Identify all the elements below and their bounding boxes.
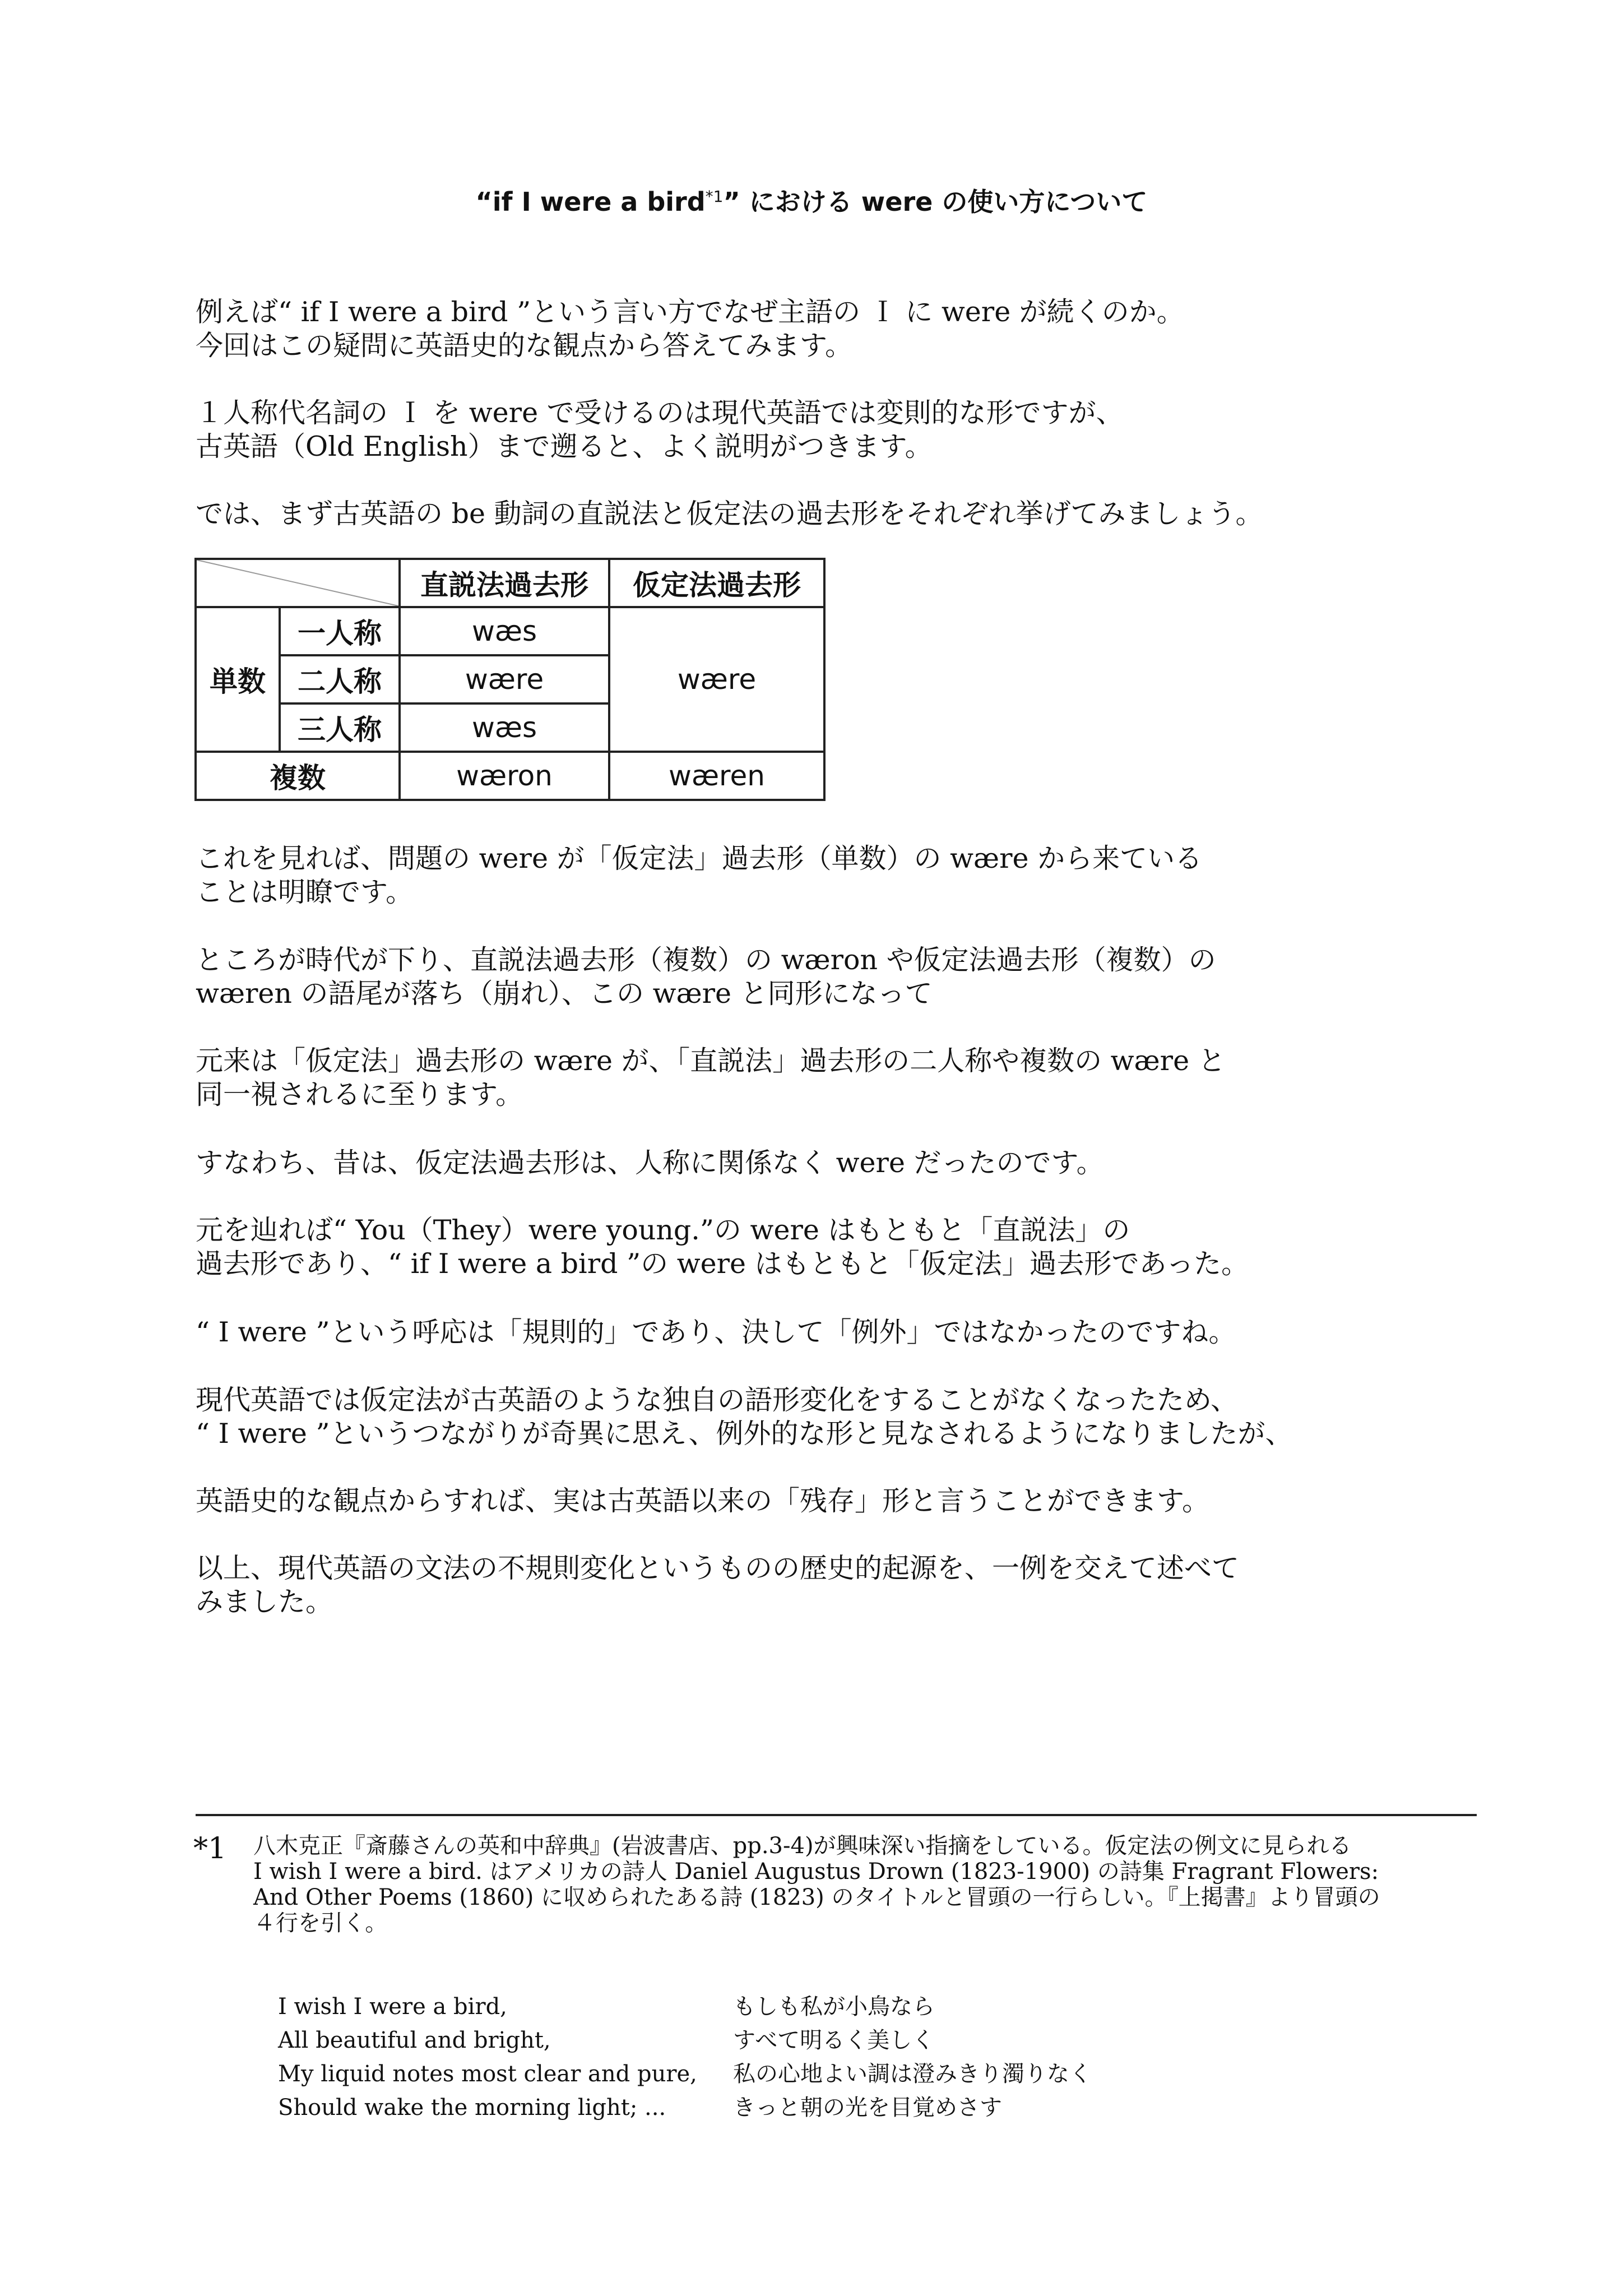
paragraph-first-person: １人称代名詞の Ｉ を were で受けるのは現代英語では変則的な形ですが、 古英語（Old English）まで遡ると、よく説明がつきます。 — [196, 397, 1124, 462]
paragraph-remnant: 英語史的な観点からすれば、実は古英語以来の「残存」形と言うことができます。 — [196, 1485, 1210, 1517]
paragraph-summary: すなわち、昔は、仮定法過去形は、人称に関係なく were だったのです。 — [196, 1147, 1104, 1179]
paragraph-conclusion: これを見れば、問題の were が「仮定法」過去形（単数）の wære から来ている ことは明瞭です。 — [196, 843, 1203, 908]
header-subjunctive-past: 仮定法過去形 — [609, 559, 824, 607]
cell-indicative-plural: wæron — [400, 752, 609, 800]
title-rest: ” における were の使い方について — [723, 187, 1148, 217]
paragraph-modern-english: 現代英語では仮定法が古英語のような独自の語形変化をすることがなくなったため、 “ I were ”というつながりが奇異に思え、例外的な形と見なされるようになりましたが、 — [196, 1384, 1293, 1450]
paragraph-regular: “ I were ”という呼応は「規則的」であり、決して「例外」ではなかったのですね。 — [196, 1316, 1236, 1348]
row-label-third-person: 三人称 — [280, 703, 400, 752]
poem-ja-line: 私の心地よい調は澄みきり濁りなく — [733, 2061, 1092, 2087]
cell-subjunctive-singular: wære — [609, 607, 824, 752]
row-label-singular: 単数 — [196, 607, 280, 752]
poem-ja-line: すべて明るく美しく — [733, 2027, 935, 2053]
title-footnote-ref[interactable]: *1 — [705, 187, 724, 206]
poem-en-line: My liquid notes most clear and pure, — [278, 2061, 697, 2087]
poem-en-line: I wish I were a bird, — [278, 1994, 507, 2020]
poem-english — [278, 1990, 697, 2124]
paragraph-identification: 元来は「仮定法」過去形の wære が、「直説法」過去形の二人称や複数の wære と 同一視されるに至ります。 — [196, 1045, 1226, 1110]
paragraph-history: ところが時代が下り、直説法過去形（複数）の wæron や仮定法過去形（複数）の wæren の語尾が落ち（崩れ）、この wære と同形になって — [196, 944, 1216, 1010]
page-title — [0, 185, 1623, 223]
footnote-divider — [196, 1814, 1477, 1816]
title-main: “if I were a bird — [475, 187, 706, 217]
paragraph-intro: 例えば“ if I were a bird ”という言い方でなぜ主語の Ｉ に were が続くのか。 今回はこの疑問に英語史的な観点から答えてみます。 — [196, 296, 1184, 362]
be-verb-past-table — [194, 558, 826, 801]
cell-indicative-third: wæs — [400, 703, 609, 752]
paragraph-origin: 元を辿れば“ You（They）were young.”の were はもともと「直説法」の 過去形であり、“ if I were a bird ”の were はもともと「仮定法」過去形であった。 — [196, 1214, 1249, 1280]
poem-ja-line: もしも私が小鳥なら — [733, 1994, 935, 2020]
poem-en-line: Should wake the morning light; ... — [278, 2095, 666, 2121]
poem-ja-line: きっと朝の光を目覚めさす — [733, 2095, 1002, 2121]
footnote-text: 八木克正『斎藤さんの英和中辞典』(岩波書店、pp.3-4)が興味深い指摘をしている。仮定法の例文に見られる I wish I were a bird. はアメリカの詩人 Daniel Augustus Drown (1823-1900) の詩集 Fragrant Flowers: And Other Poems (1860) に収められたある詩 (1823) のタイトルと冒頭の一行らしい。『上掲書』より冒頭の ４行を引く。 — [253, 1833, 1380, 1936]
footnote-mark: *1 — [193, 1832, 227, 1866]
paragraph-closing: 以上、現代英語の文法の不規則変化というものの歴史的起源を、一例を交えて述べて みました。 — [196, 1552, 1240, 1618]
header-indicative-past: 直説法過去形 — [400, 559, 609, 607]
poem-japanese — [733, 1990, 1092, 2124]
cell-indicative-second: wære — [400, 655, 609, 703]
paragraph-table-intro: では、まず古英語の be 動詞の直説法と仮定法の過去形をそれぞれ挙げてみましょう。 — [196, 498, 1263, 530]
poem-en-line: All beautiful and bright, — [278, 2027, 551, 2053]
row-label-first-person: 一人称 — [280, 607, 400, 655]
table-corner-cell — [196, 559, 400, 607]
cell-indicative-first: wæs — [400, 607, 609, 655]
row-label-plural: 複数 — [196, 752, 400, 800]
row-label-second-person: 二人称 — [280, 655, 400, 703]
cell-subjunctive-plural: wæren — [609, 752, 824, 800]
